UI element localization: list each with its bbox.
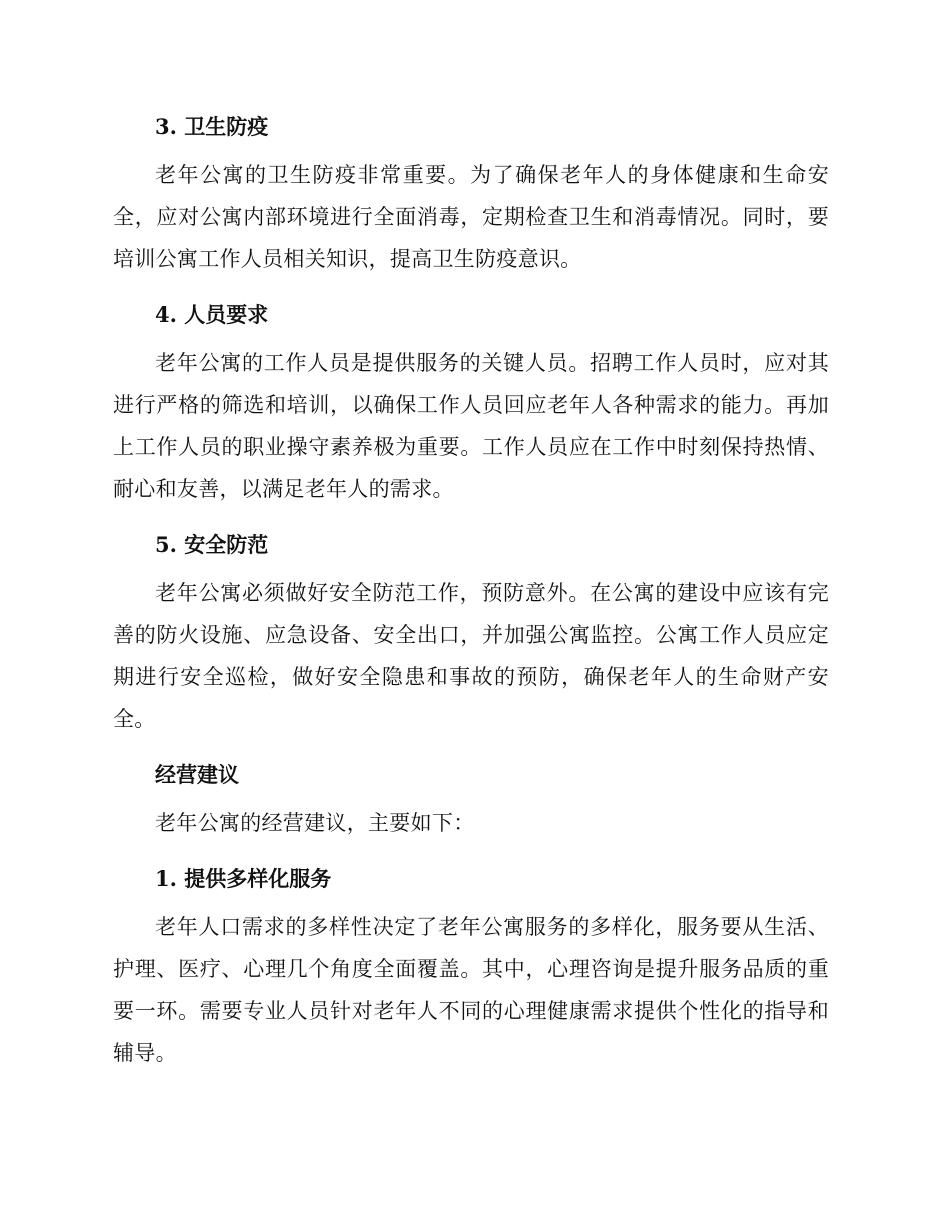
section-paragraph-staff: 老年公寓的工作人员是提供服务的关键人员。招聘工作人员时，应对其进行严格的筛选和培训，以确保工作人员回应老年人各种需求的能力。再加上工作人员的职业操守素养极为重要。工作人员应在工作中时刻保持热情、耐心和友善，以满足老年人的需求。 [113,351,829,501]
section-paragraph-diverse-services: 老年人口需求的多样性决定了老年公寓服务的多样化，服务要从生活、护理、医疗、心理几个角度全面覆盖。其中，心理咨询是提升服务品质的重要一环。需要专业人员针对老年人不同的心理健康需求提供个性化的指导和辅导。 [113,915,829,1065]
section-paragraph-safety: 老年公寓必须做好安全防范工作，预防意外。在公寓的建设中应该有完善的防火设施、应急设备、安全出口，并加强公寓监控。公寓工作人员应定期进行安全巡检，做好安全隐患和事故的预防，确保老年人的生命财产安全。 [113,581,829,731]
section-heading-operation: 经营建议 [155,762,239,787]
section-paragraph-operation: 老年公寓的经营建议，主要如下： [155,811,475,835]
section-heading-staff: 4. 人员要求 [155,302,269,327]
section-heading-safety: 5. 安全防范 [155,532,269,557]
document-body [113,108,829,1090]
section-paragraph-hygiene: 老年公寓的卫生防疫非常重要。为了确保老年人的身体健康和生命安全，应对公寓内部环境进行全面消毒，定期检查卫生和消毒情况。同时，要培训公寓工作人员相关知识，提高卫生防疫意识。 [113,163,829,271]
section-heading-diverse-services: 1. 提供多样化服务 [155,866,332,891]
section-heading-hygiene: 3. 卫生防疫 [155,114,269,139]
